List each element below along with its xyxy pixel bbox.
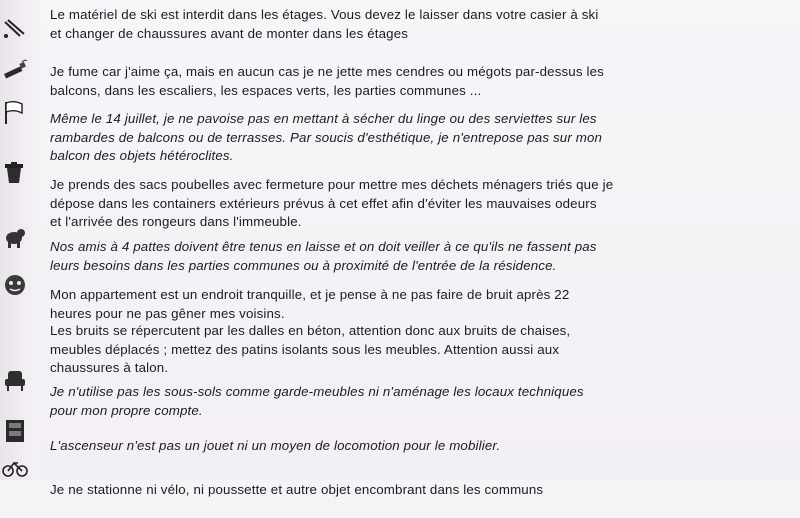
trash-bin-icon [2, 160, 28, 186]
paragraph-noise: Les bruits se répercutent par les dalles en béton, attention donc aux bruits de chaises, meubles déplacés ; mettez des patins isolants sous les meubles. Attention aussi aux chaussures à talon. [50, 323, 571, 376]
paragraph-elevator: L'ascenseur n'est pas un jouet ni un moyen de locomotion pour le mobilier. [50, 438, 501, 453]
furniture-icon [2, 418, 28, 444]
paragraph-basement: Je n'utilise pas les sous-sols comme garde-meubles ni n'aménage les locaux techniques pour mon propre compte. [50, 384, 584, 418]
cigarette-icon [2, 58, 28, 84]
paragraph-quiet: Mon appartement est un endroit tranquille, et je pense à ne pas faire de bruit après 22 heures pour ne pas gêner mes voisins. [50, 287, 570, 321]
paragraph-pets: Nos amis à 4 pattes doivent être tenus en laisse et on doit veiller à ce qu'ils ne fassent pas leurs besoins dans les parties communes ou à proximité de l'entrée de la résidence. [50, 239, 597, 273]
paragraph-balcony: Même le 14 juillet, je ne pavoise pas en mettant à sécher du linge ou des serviettes sur les rambardes de balcons ou de terrasses. Par soucis d'esthétique, je n'entrepose pas sur mon balcon des objets hétéroclites. [50, 111, 603, 164]
paragraph-smoking: Je fume car j'aime ça, mais en aucun cas je ne jette mes cendres ou mégots par-dessus les balcons, dans les escaliers, les espaces verts, les parties communes ... [50, 64, 604, 98]
paragraph-bicycle [50, 470, 780, 497]
dog-icon [2, 224, 28, 250]
paragraph-waste: Je prends des sacs poubelles avec fermeture pour mettre mes déchets ménagers triés que je dépose dans les containers extérieurs prévus à cet effet afin d'éviter les mauvaises odeurs et l'arrivée des rongeurs dans l'immeuble. [50, 177, 614, 230]
armchair-icon [2, 368, 28, 394]
ski-icon [2, 16, 28, 42]
mask-icon [2, 272, 28, 298]
paragraph-bicycle-text: Je ne stationne ni vélo, ni poussette et autre objet encombrant dans les communs [50, 481, 544, 497]
bicycle-icon [2, 454, 28, 480]
paragraph-ski: Le matériel de ski est interdit dans les étages. Vous devez le laisser dans votre casier à ski et changer de chaussures avant de monter dans les étages [50, 7, 599, 41]
flag-icon [2, 100, 28, 126]
